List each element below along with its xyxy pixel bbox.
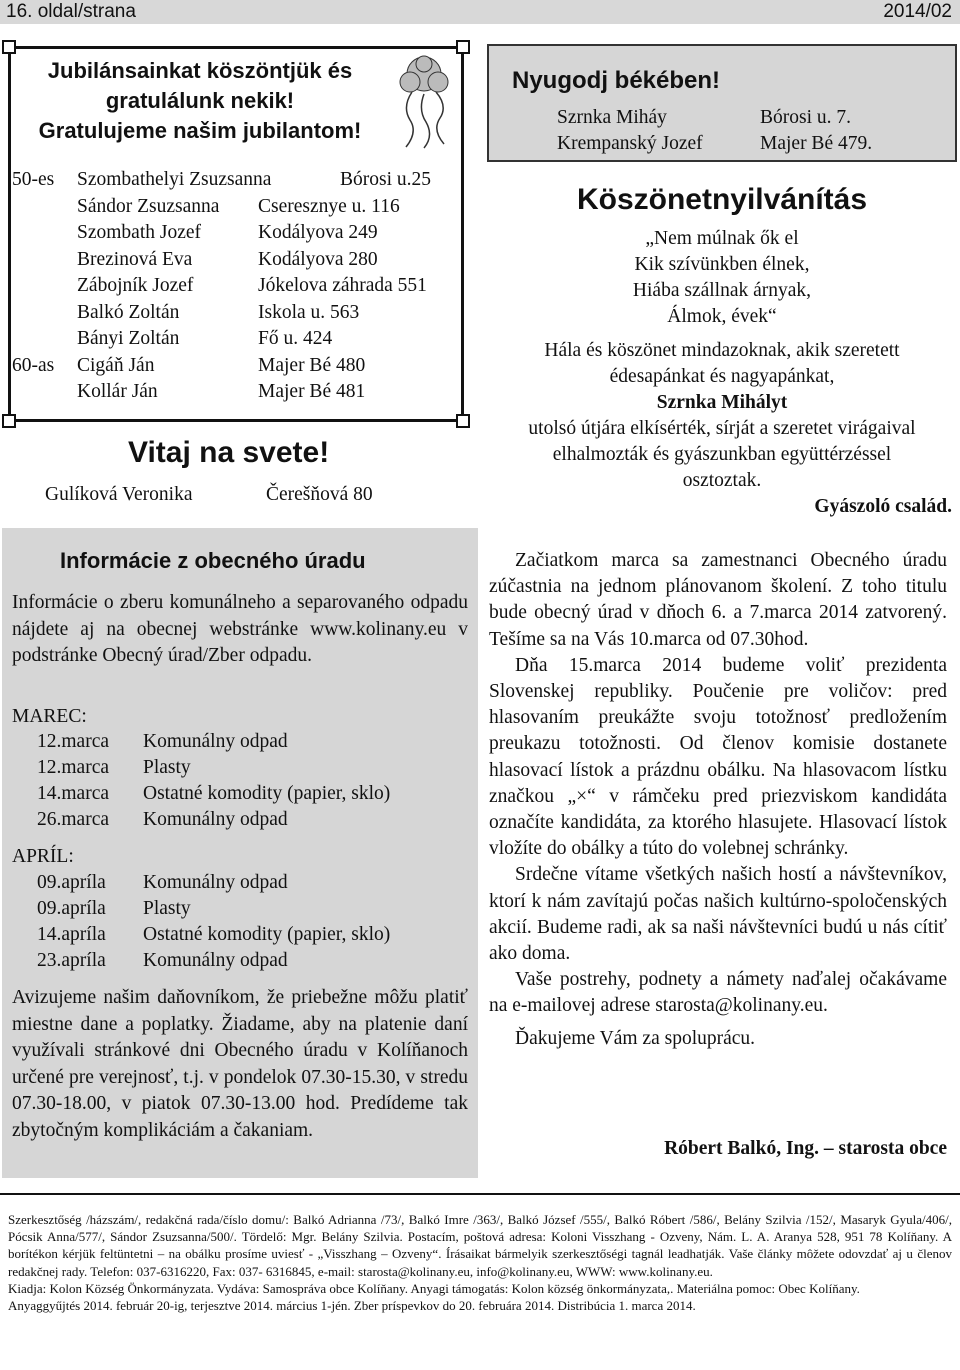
article-paragraph: Začiatkom marca sa zamestnanci Obecného úradu zúčastnia na jednom plánovanom školení. Z toho titulu bude obecný úrad v dňoch 6. a 7.marca 2014 zatvorený. Tešíme sa na Vás 10.marca od 07.30hod. xyxy=(489,550,947,650)
page-number: 16. oldal/strana xyxy=(6,1,136,22)
article-paragraph: Dňa 15.marca 2014 budeme voliť prezidenta Slovenskej republiky. Poučenie pre voličov: pred hlasovaním preukážte svoju totožnosť predložením preukazu totožnosti. Od členov komisie dostanete hlasovací lístok a prázdnu obálku. Na hlasovacom lístku značkou „×“ v rámčeku pred priezviskom kandidáta označíte kandidáta, za ktorého hlasujete. Hlasovací lístok vložíte do obálky a túto do volebnej schránky. xyxy=(489,654,947,860)
issue-number: 2014/02 xyxy=(883,1,952,22)
poem-line: „Nem múlnak ők el xyxy=(645,228,799,249)
month-label: MAREC: xyxy=(12,706,87,727)
obituary-name: Krempanský Jozef xyxy=(557,133,703,154)
tax-notice: Avizujeme našim daňovníkom, že priebežne môžu platiť miestne dane a poplatky. Žiadame, aby na platenie daní využívali stránkové dni Obecného úradu v Kolíňanoch určené pre verejnosť, t.j. v pondelok 07.30-15.30, v stredu 07.30-18.00, v piatok 07.30-13.00 hod. Predídeme tak zbytočným komplikáciám a čakaniam. xyxy=(12,987,468,1141)
thanks-body-line: Hála és köszönet mindazoknak, akik szeretett xyxy=(544,340,900,361)
flower-bouquet-icon xyxy=(388,52,460,152)
thanks-closing-line: utolsó útjára elkísérték, sírját a szeretet virágaival xyxy=(528,418,916,439)
poem-line: Hiába szállnak árnyak, xyxy=(632,280,812,301)
article-paragraph: Ďakujeme Vám za spoluprácu. xyxy=(515,1027,756,1049)
poem-line: Álmok, évek“ xyxy=(667,306,777,327)
deceased-name: Szrnka Mihályt xyxy=(656,392,788,413)
footer-divider xyxy=(0,1193,960,1195)
frame-corner-ornament xyxy=(2,40,16,54)
info-title: Informácie z obecného úradu xyxy=(60,548,366,573)
month-label: APRÍL: xyxy=(12,846,74,867)
obituary-address: Bórosi u. 7. xyxy=(760,107,852,128)
thanks-closing-line: osztoztak. xyxy=(682,470,762,491)
article-paragraph: Vaše postrehy, podnety a námety naďalej očakávame na e-mailovej adrese starosta@kolinany.eu. xyxy=(489,969,947,1017)
header-bar xyxy=(0,0,960,24)
footer-editorial: Szerkesztőség /házszám/, redakčná rada/číslo domu/: Balkó Adrianna /73/, Balkó Imre /363/, Balkó József /555/, Balkó Róbert /586/, Belány Szilvia /152/, Masaryk Gyula/406/, Pócsik Anna/577/, Sándor Zsuzsanna/500/. Tördelő: Mgr. Belány Szilvia. Postacím, poštová adresa: Koloni Visszhang - Ozveny, Nám. L. A. Aranya 528, 951 78 Kolíňany. A borítékon kérjük feltüntetni – na obálku prosíme uviesť - „Visszhang – Ozveny“. Írásaikat bármelyik szerkesztőségi tagnál leadhatják. Vaše články môžete odovzdať aj u členov redakčnej rady. Telefon: 037-6316220, Fax: 037- 6316845, e-mail: starosta@kolinany.eu, info@kolinany.eu, WWW: www.kolinany.eu. xyxy=(8,1212,952,1279)
thanks-title: Köszönetnyilvánítás xyxy=(576,183,868,216)
article xyxy=(489,548,947,1052)
frame-corner-ornament xyxy=(2,414,16,428)
info-intro: Informácie o zberu komunálneho a separovaného odpadu nájdete aj na obecnej webstránke www.kolinany.eu v podstránke Obecný úrad/Zber odpadu. xyxy=(12,592,468,666)
obituary-address: Majer Bé 479. xyxy=(760,133,873,154)
newborn-address: Čerešňová 80 xyxy=(266,484,373,505)
poem-line: Kik szívünkben élnek, xyxy=(634,254,810,275)
obituary-title: Nyugodj békében! xyxy=(512,67,721,94)
thanks-signature: Gyászoló család. xyxy=(814,496,952,517)
jubilants-title: Jubilánsainkat köszöntjük és gratulálunk nekik! Gratulujeme našim jubilantom! xyxy=(38,58,362,143)
footer-deadlines: Anyaggyűjtés 2014. február 20-ig, terjesztve 2014. március 1-jén. Zber príspevkov do 20. februára 2014. Distribúcia 1. marca 2014. xyxy=(8,1298,696,1314)
obituary-name: Szrnka Miháy xyxy=(557,107,667,128)
mayor-signature: Róbert Balkó, Ing. – starosta obce xyxy=(664,1138,947,1159)
thanks-closing-line: elhalmozták és gyászunkban együttérzéssel xyxy=(552,444,892,465)
newborn-name: Gulíková Veronika xyxy=(45,484,193,505)
article-paragraph: Srdečne vítame všetkých našich hostí a návštevníkov, ktorí k nám zavítajú počas našich kultúrno-spoločenských akcií. Budeme radi, ak sa naši návštevníci budú u nás cítiť ako doma. xyxy=(489,864,947,965)
footer-imprint xyxy=(8,1211,952,1314)
footer-publisher: Kiadja: Kolon Község Önkormányzata. Vydáva: Samospráva obce Kolíňany. Anyagi támogatás: Kolon község önkormányzata,. Materiálna pomoc: Obec Kolíňany. xyxy=(8,1280,860,1296)
thanks-body-line: édesapánkat és nagyapánkat, xyxy=(609,366,835,387)
frame-corner-ornament xyxy=(456,414,470,428)
newborn-title: Vitaj na svete! xyxy=(128,436,330,469)
